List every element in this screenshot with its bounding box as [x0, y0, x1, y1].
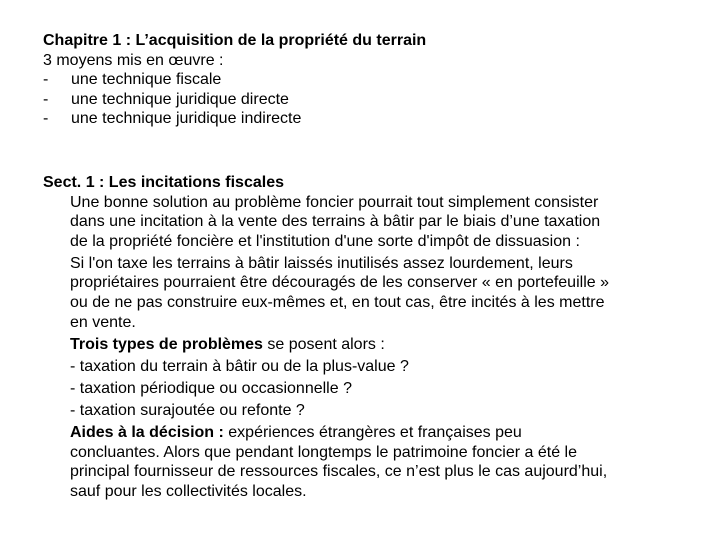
chapter-intro: 3 moyens mis en œuvre : — [43, 51, 224, 69]
section-block — [43, 173, 609, 502]
text-line: principal fournisseur de ressources fiscales, ce n’est plus le cas aujourd’hui, — [70, 463, 608, 481]
text-line: propriétaires pourraient être découragés de les conserver « en portefeuille » — [70, 274, 609, 292]
list-item — [43, 70, 426, 90]
paragraph-tax — [70, 254, 609, 332]
list-item-text: une technique fiscale — [71, 71, 222, 89]
decision-rest: expériences étrangères et françaises peu — [223, 424, 522, 442]
text-line: en vente. — [70, 313, 136, 331]
decision-heading — [70, 423, 609, 443]
paragraph-decision — [70, 423, 609, 501]
text-line: Une bonne solution au problème foncier pourrait tout simplement consister — [70, 193, 599, 211]
problem-item: - taxation surajoutée ou refonte ? — [70, 402, 305, 420]
section-body — [43, 193, 609, 502]
chapter-block — [43, 31, 426, 129]
problems-rest: se posent alors : — [262, 335, 385, 353]
decision-bold: Aides à la décision : — [70, 424, 224, 442]
paragraph-problems — [70, 335, 609, 355]
text-line: Si l'on taxe les terrains à bâtir laissés inutilisés assez lourdement, leurs — [70, 254, 573, 272]
list-item-text: une technique juridique indirecte — [71, 110, 302, 128]
list-dash: - — [43, 90, 49, 108]
chapter-title: Chapitre 1 : L’acquisition de la propriété du terrain — [43, 32, 427, 49]
text-line: ou de ne pas construire eux-mêmes et, en tout cas, être incités à les mettre — [70, 294, 605, 312]
problem-item: - taxation du terrain à bâtir ou de la plus-value ? — [70, 357, 409, 375]
list-item-text: une technique juridique directe — [71, 90, 289, 108]
text-line: dans une incitation à la vente des terrains à bâtir par le biais d’une taxation — [70, 213, 601, 231]
list-item — [43, 90, 426, 110]
problems-bold: Trois types de problèmes — [70, 335, 263, 353]
section-title: Sect. 1 : Les incitations fiscales — [43, 174, 284, 191]
list-item — [43, 109, 426, 129]
text-line: de la propriété foncière et l'institution d'une sorte d'impôt de dissuasion : — [70, 232, 580, 250]
list-dash: - — [43, 110, 49, 128]
problems-heading — [70, 335, 609, 355]
list-dash: - — [43, 71, 49, 89]
problem-item: - taxation périodique ou occasionnelle ? — [70, 379, 352, 397]
paragraph-intro — [70, 193, 609, 252]
text-line: sauf pour les collectivités locales. — [70, 482, 307, 500]
text-line: concluantes. Alors que pendant longtemps le patrimoine foncier a été le — [70, 443, 577, 461]
